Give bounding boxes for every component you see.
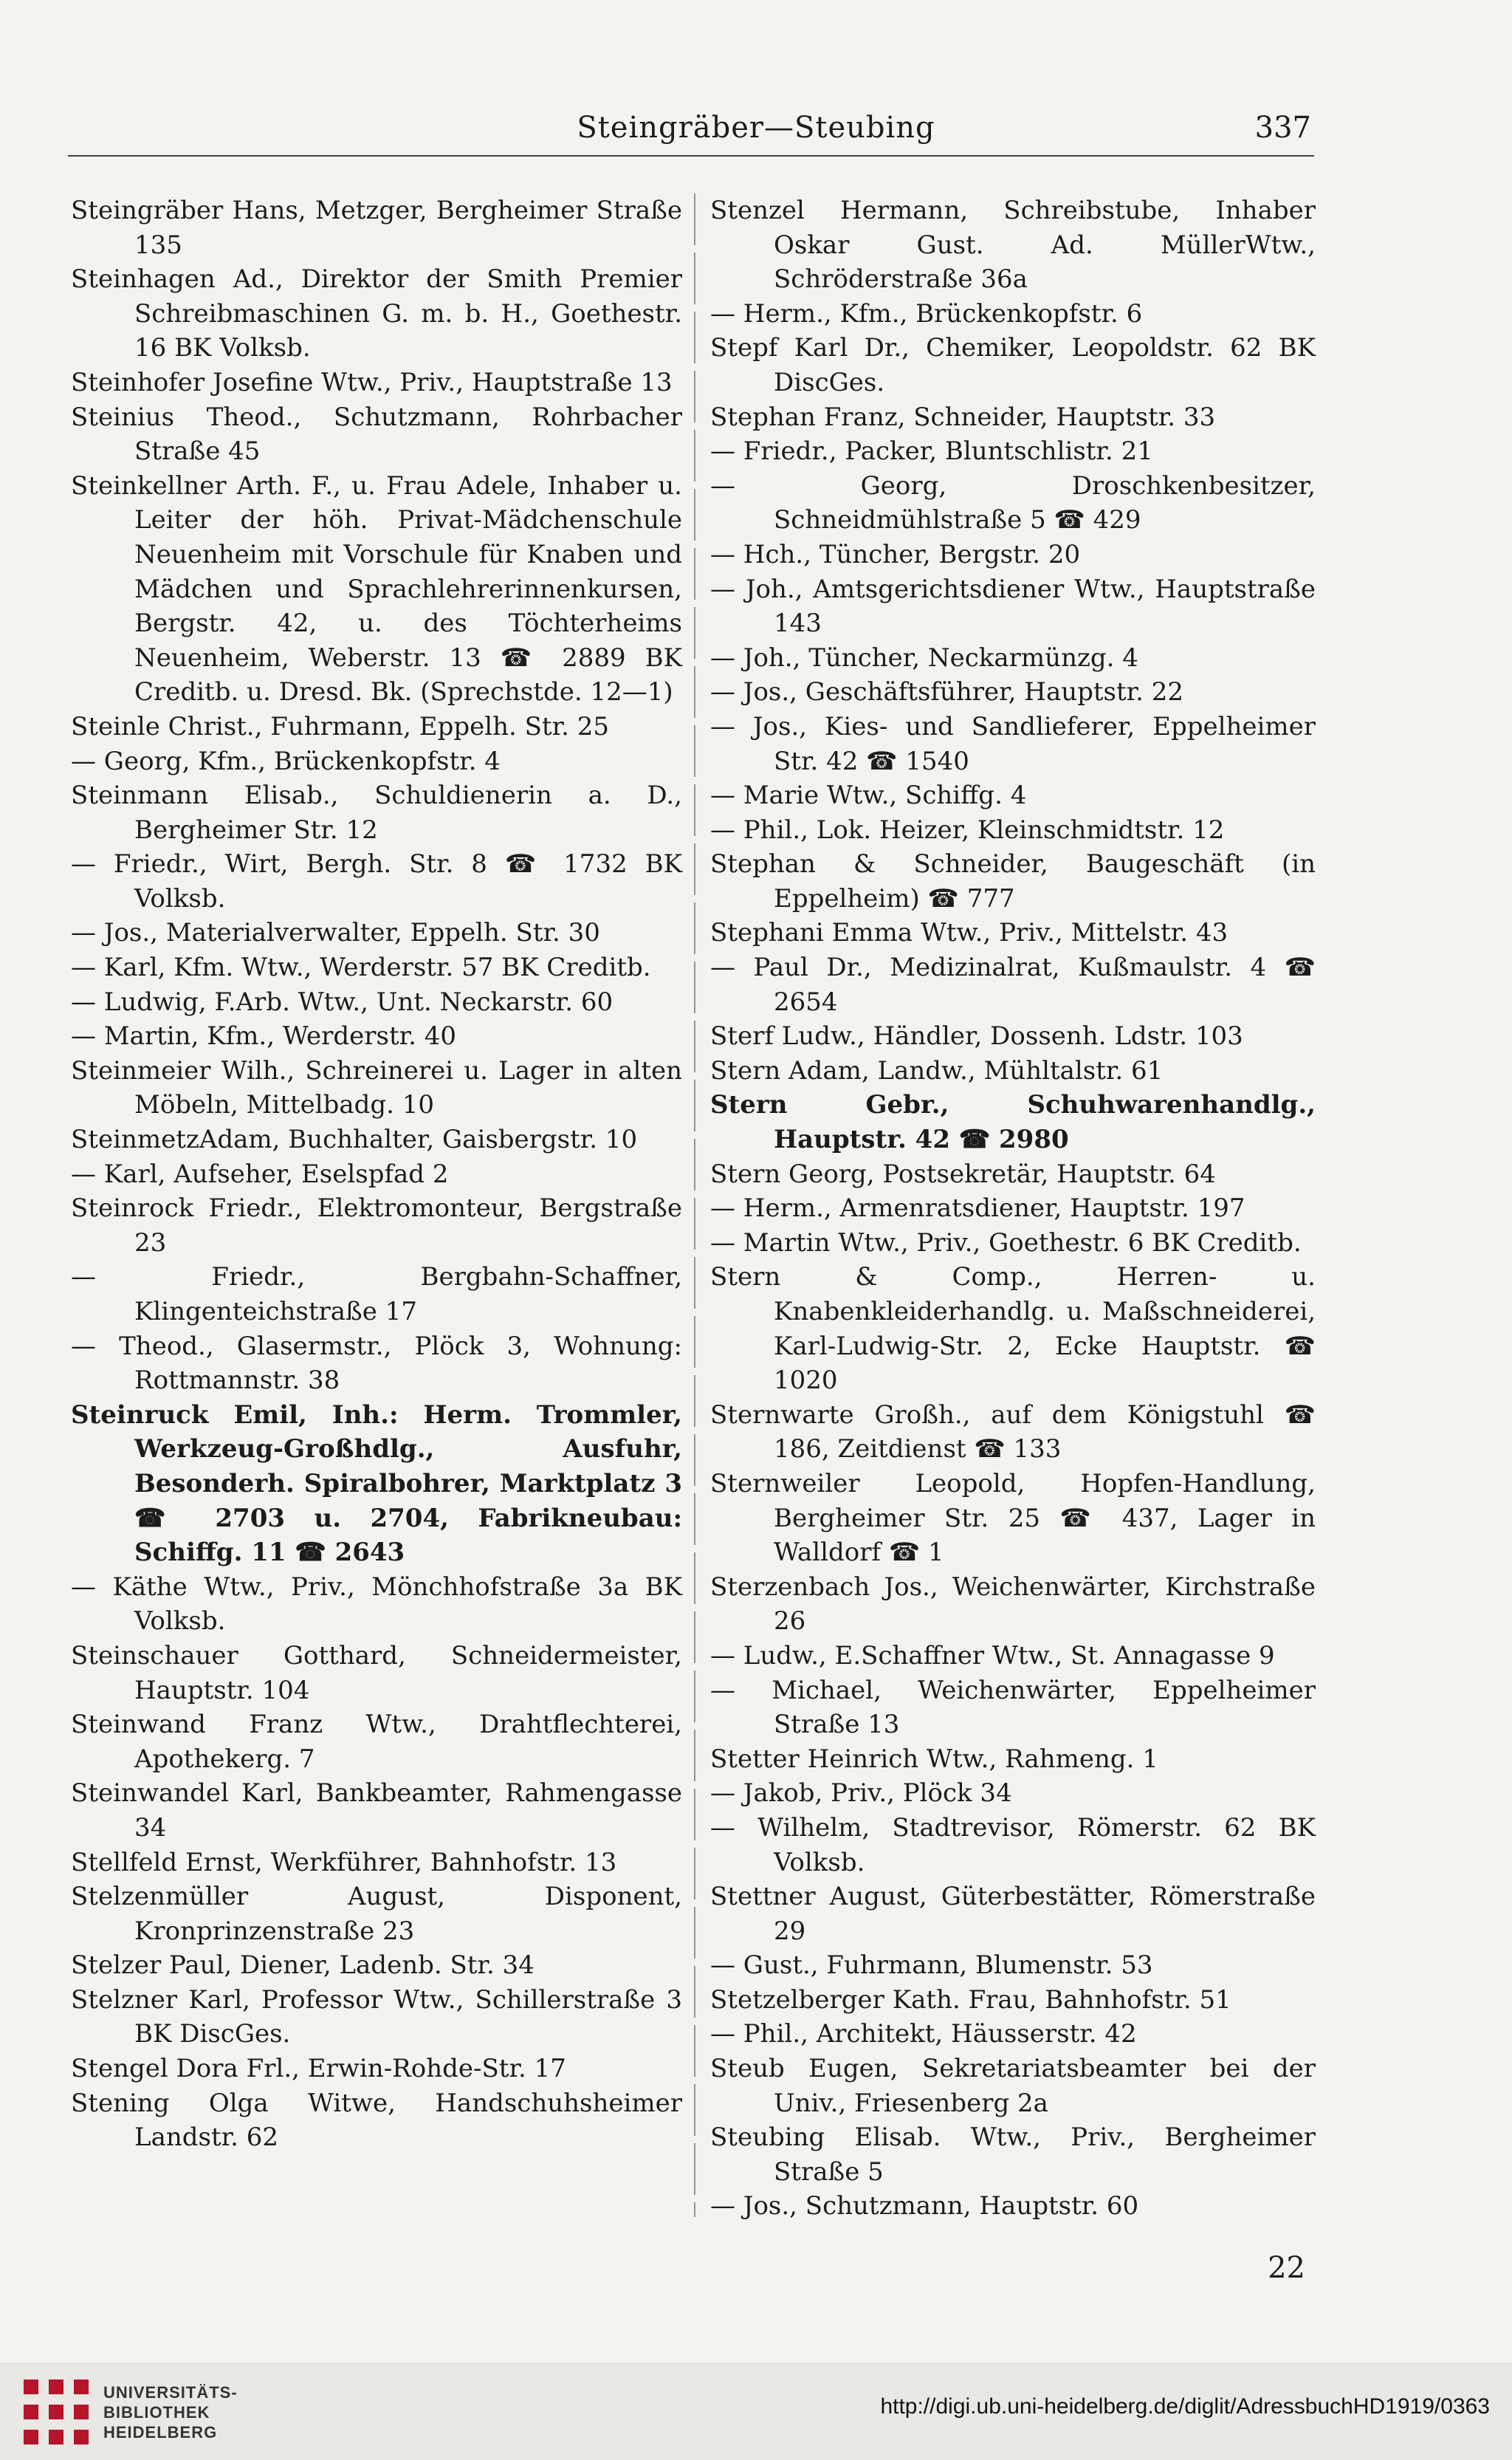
directory-entry: — Marie Wtw., Schiffg. 4 — [710, 781, 1027, 811]
directory-entry: Stetzelberger Kath. Frau, Bahnhofstr. 51 — [710, 1984, 1231, 2015]
directory-entry: — Martin Wtw., Priv., Goethestr. 6 BK Creditb. — [710, 1227, 1302, 1258]
directory-entry: Steubing Elisab. Wtw., Priv., Bergheimer Straße 5 — [710, 2122, 1316, 2187]
running-head: Steingräber—Steubing — [577, 111, 935, 145]
directory-entry: Sterf Ludw., Händler, Dossenh. Ldstr. 103 — [710, 1021, 1243, 1052]
directory-entry: — Georg, Droschkenbesitzer, Schneidmühlstraße 5 ☎ 429 — [710, 470, 1316, 535]
directory-entry: — Herm., Kfm., Brückenkopfstr. 6 — [710, 298, 1143, 329]
directory-entry: Stern Adam, Landw., Mühltalstr. 61 — [710, 1055, 1164, 1086]
directory-entry: Stelzenmüller August, Disponent, Kronprinzenstraße 23 — [71, 1882, 682, 1946]
directory-entry: — Martin, Kfm., Werderstr. 40 — [71, 1021, 457, 1052]
directory-entry: — Käthe Wtw., Priv., Mönchhofstraße 3a BK Volksb. — [71, 1572, 682, 1637]
directory-entry: Steinkellner Arth. F., u. Frau Adele, Inhaber u. Leiter der höh. Privat-Mädchenschule Neuenheim mit Vorschule für Knaben und Mädchen und Sprachlehrerinnenkursen, Bergstr. 42, u. des Töchterheims Neuenheim, Weberstr. 13 ☎ 2889 BK Creditb. u. Dresd. Bk. (Sprechstde. 12—1) — [71, 470, 682, 707]
page-number: 337 — [1254, 111, 1311, 145]
directory-entry: Steinhofer Josefine Wtw., Priv., Hauptstraße 13 — [71, 367, 673, 397]
directory-entry: Stephan & Schneider, Baugeschäft (in Eppelheim) ☎ 777 — [710, 849, 1316, 914]
directory-entry: Stengel Dora Frl., Erwin-Rohde-Str. 17 — [71, 2054, 566, 2084]
directory-entry: Stening Olga Witwe, Handschuhsheimer Landstr. 62 — [71, 2088, 682, 2153]
directory-entry: — Hch., Tüncher, Bergstr. 20 — [710, 539, 1081, 569]
directory-entry: Stern Georg, Postsekretär, Hauptstr. 64 — [710, 1159, 1216, 1189]
source-url-link[interactable]: http://digi.ub.uni-heidelberg.de/diglit/AdressbuchHD1919/0363 — [880, 2394, 1490, 2419]
directory-entry: — Jos., Materialverwalter, Eppelh. Str. 30 — [71, 918, 600, 948]
directory-entry: Steinwandel Karl, Bankbeamter, Rahmengasse 34 — [71, 1778, 682, 1843]
directory-entry: — Karl, Aufseher, Eselspfad 2 — [71, 1159, 449, 1189]
right-column — [710, 193, 1316, 2224]
directory-entry: — Ludw., E.Schaffner Wtw., St. Annagasse 9 — [710, 1640, 1275, 1671]
directory-entry: Steinius Theod., Schutzmann, Rohrbacher Straße 45 — [71, 402, 682, 467]
directory-entry: Stettner August, Güterbestätter, Römerstraße 29 — [710, 1882, 1316, 1946]
directory-entry: Steinrock Friedr., Elektromonteur, Bergstraße 23 — [71, 1193, 682, 1258]
directory-entry: Stern & Comp., Herren- u. Knabenkleiderhandlg. u. Maßschneiderei, Karl-Ludwig-Str. 2, Ecke Hauptstr. ☎ 1020 — [710, 1262, 1316, 1396]
directory-entry: Sterzenbach Jos., Weichenwärter, Kirchstraße 26 — [710, 1572, 1316, 1637]
directory-entry: — Wilhelm, Stadtrevisor, Römerstr. 62 BK Volksb. — [710, 1812, 1316, 1877]
directory-entry: Steingräber Hans, Metzger, Bergheimer Straße 135 — [71, 196, 682, 260]
directory-entry: Stephan Franz, Schneider, Hauptstr. 33 — [710, 402, 1216, 432]
directory-entry: Steinwand Franz Wtw., Drahtflechterei, Apothekerg. 7 — [71, 1710, 682, 1774]
directory-entry: — Phil., Architekt, Häusserstr. 42 — [710, 2019, 1137, 2049]
directory-entry: Steinhagen Ad., Direktor der Smith Premier Schreibmaschinen G. m. b. H., Goethestr. 16 BK Volksb. — [71, 264, 682, 363]
directory-entry: — Karl, Kfm. Wtw., Werderstr. 57 BK Creditb. — [71, 953, 651, 983]
directory-entry: — Jos., Schutzmann, Hauptstr. 60 — [710, 2191, 1139, 2221]
directory-entry: Steinschauer Gotthard, Schneidermeister, Hauptstr. 104 — [71, 1640, 682, 1705]
signature-number: 22 — [1268, 2251, 1305, 2285]
directory-entry: Stern Gebr., Schuhwarenhandlg., Hauptstr. 42 ☎ 2980 — [710, 1090, 1316, 1155]
directory-entry: Stepf Karl Dr., Chemiker, Leopoldstr. 62 BK DiscGes. — [710, 333, 1316, 397]
directory-entry: — Jos., Kies- und Sandlieferer, Eppelheimer Str. 42 ☎ 1540 — [710, 711, 1316, 776]
directory-entry: — Theod., Glasermstr., Plöck 3, Wohnung: Rottmannstr. 38 — [71, 1331, 682, 1396]
directory-entry: Steub Eugen, Sekretariatsbeamter bei der Univ., Friesenberg 2a — [710, 2054, 1316, 2118]
directory-entry: Sternwarte Großh., auf dem Königstuhl ☎ 186, Zeitdienst ☎ 133 — [710, 1399, 1316, 1464]
directory-entry: — Friedr., Wirt, Bergh. Str. 8 ☎ 1732 BK Volksb. — [71, 849, 682, 914]
directory-entry: — Herm., Armenratsdiener, Hauptstr. 197 — [710, 1193, 1245, 1224]
directory-entry: Sternweiler Leopold, Hopfen-Handlung, Bergheimer Str. 25 ☎ 437, Lager in Walldorf ☎ 1 — [710, 1468, 1316, 1568]
directory-entry: — Jos., Geschäftsführer, Hauptstr. 22 — [710, 677, 1184, 707]
university-library-logo-icon — [21, 2377, 92, 2447]
library-name: UNIVERSITÄTS- BIBLIOTHEK HEIDELBERG — [103, 2383, 238, 2442]
directory-entry: Stellfeld Ernst, Werkführer, Bahnhofstr. 13 — [71, 1847, 617, 1877]
directory-entry: Stetter Heinrich Wtw., Rahmeng. 1 — [710, 1744, 1158, 1774]
directory-entry: — Phil., Lok. Heizer, Kleinschmidtstr. 12 — [710, 815, 1225, 845]
directory-entry: — Paul Dr., Medizinalrat, Kußmaulstr. 4 ☎ 2654 — [710, 953, 1316, 1017]
directory-entry: — Friedr., Packer, Bluntschlistr. 21 — [710, 436, 1153, 467]
directory-entry: Steinruck Emil, Inh.: Herm. Trommler, Werkzeug-Großhdlg., Ausfuhr, Besonderh. Spiralbohrer, Marktplatz 3 ☎ 2703 u. 2704, Fabrikneubau: Schiffg. 11 ☎ 2643 — [71, 1399, 682, 1568]
left-column — [71, 193, 682, 2155]
directory-entry: Stenzel Hermann, Schreibstube, Inhaber Oskar Gust. Ad. MüllerWtw., Schröderstraße 36a — [710, 196, 1316, 295]
directory-entry: SteinmetzAdam, Buchhalter, Gaisbergstr. 10 — [71, 1125, 638, 1155]
directory-entry: Steinmann Elisab., Schuldienerin a. D., Bergheimer Str. 12 — [71, 781, 682, 845]
column-divider — [694, 193, 695, 2217]
directory-entry: Steinmeier Wilh., Schreinerei u. Lager in alten Möbeln, Mittelbadg. 10 — [71, 1055, 682, 1120]
directory-entry: Stelzer Paul, Diener, Ladenb. Str. 34 — [71, 1950, 535, 1981]
directory-entry: — Joh., Amtsgerichtsdiener Wtw., Hauptstraße 143 — [710, 574, 1316, 639]
directory-entry: — Jakob, Priv., Plöck 34 — [710, 1778, 1012, 1809]
directory-entry: — Ludwig, F.Arb. Wtw., Unt. Neckarstr. 60 — [71, 987, 614, 1017]
directory-entry: — Joh., Tüncher, Neckarmünzg. 4 — [710, 643, 1138, 673]
directory-entry: — Michael, Weichenwärter, Eppelheimer Straße 13 — [710, 1675, 1316, 1740]
header-rule — [68, 155, 1314, 157]
directory-entry: Stelzner Karl, Professor Wtw., Schillerstraße 3 BK DiscGes. — [71, 1984, 682, 2049]
directory-entry: — Georg, Kfm., Brückenkopfstr. 4 — [71, 746, 501, 776]
directory-entry: — Gust., Fuhrmann, Blumenstr. 53 — [710, 1950, 1153, 1981]
directory-entry: Steinle Christ., Fuhrmann, Eppelh. Str. 25 — [71, 711, 609, 741]
directory-entry: — Friedr., Bergbahn-Schaffner, Klingenteichstraße 17 — [71, 1262, 682, 1326]
directory-entry: Stephani Emma Wtw., Priv., Mittelstr. 43 — [710, 918, 1228, 948]
